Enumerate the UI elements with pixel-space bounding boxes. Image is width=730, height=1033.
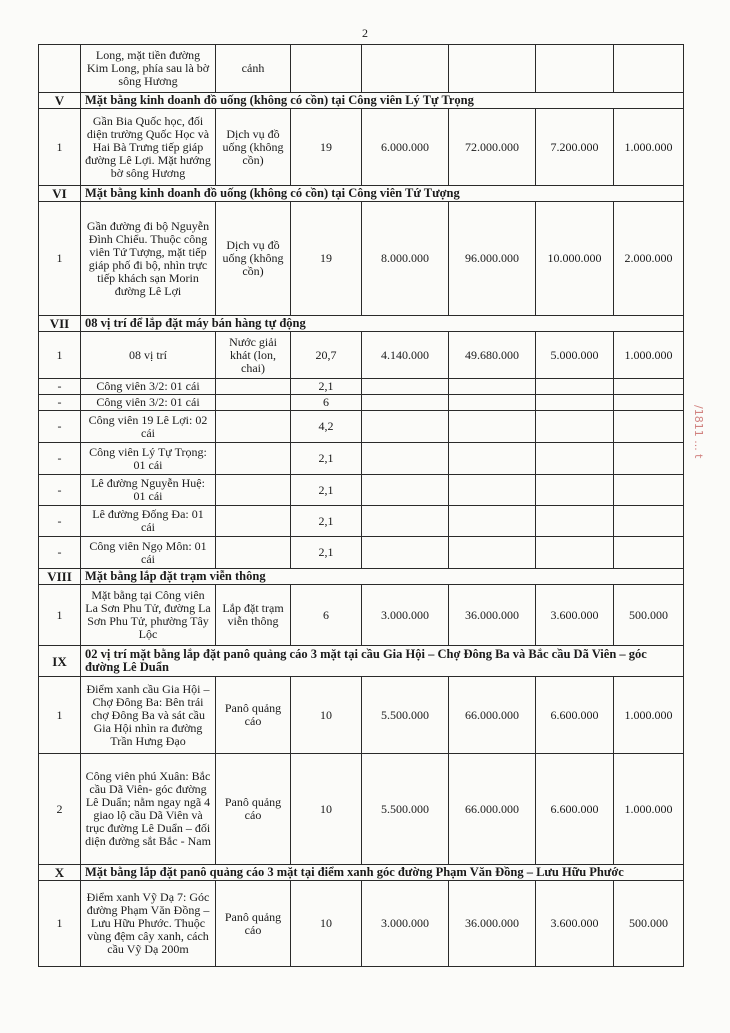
table-row: [39, 443, 684, 475]
annual-price-cell: 36.000.000: [449, 585, 536, 646]
annual-price-cell: 49.680.000: [449, 332, 536, 379]
area-cell: 2,1: [291, 379, 362, 395]
purpose-cell: [216, 379, 291, 395]
step-price-cell: [614, 475, 684, 506]
purpose-cell: cảnh: [216, 45, 291, 93]
step-price-cell: 2.000.000: [614, 202, 684, 316]
step-price-cell: 500.000: [614, 881, 684, 967]
purpose-cell: [216, 537, 291, 569]
row-number: 1: [39, 677, 81, 754]
deposit-cell: [536, 45, 614, 93]
table-row: [39, 537, 684, 569]
pricing-table: [38, 44, 684, 967]
table-row: [39, 475, 684, 506]
table-row: [39, 411, 684, 443]
deposit-cell: [536, 475, 614, 506]
annual-price-cell: 96.000.000: [449, 202, 536, 316]
annual-price-cell: [449, 506, 536, 537]
deposit-cell: [536, 506, 614, 537]
step-price-cell: 1.000.000: [614, 332, 684, 379]
purpose-cell: [216, 443, 291, 475]
purpose-cell: [216, 395, 291, 411]
table-row: [39, 506, 684, 537]
deposit-cell: 7.200.000: [536, 109, 614, 186]
location-cell: Công viên Lý Tự Trọng: 01 cái: [81, 443, 216, 475]
row-number: 1: [39, 332, 81, 379]
annual-price-cell: 72.000.000: [449, 109, 536, 186]
section-title: Mặt bằng lắp đặt panô quảng cáo 3 mặt tại điểm xanh góc đường Phạm Văn Đồng – Lưu Hữu Phước: [81, 865, 684, 881]
purpose-cell: Nước giải khát (lon, chai): [216, 332, 291, 379]
location-cell: Công viên phú Xuân: Bắc cầu Dã Viên- góc đường Lê Duẩn; nằm ngay ngã 4 giao lộ cầu Dã Viên và trục đường Lê Duẩn – đối diện đường sắt Bắc - Nam: [81, 754, 216, 865]
section-title: Mặt bằng lắp đặt trạm viễn thông: [81, 569, 684, 585]
location-cell: Điểm xanh cầu Gia Hội – Chợ Đông Ba: Bên trái chợ Đông Ba và sát cầu Gia Hội nhìn ra đường Trần Hưng Đạo: [81, 677, 216, 754]
section-title: Mặt bằng kinh doanh đồ uống (không có cồn) tại Công viên Lý Tự Trọng: [81, 93, 684, 109]
monthly-price-cell: [362, 45, 449, 93]
monthly-price-cell: 4.140.000: [362, 332, 449, 379]
area-cell: 2,1: [291, 475, 362, 506]
deposit-cell: 3.600.000: [536, 585, 614, 646]
table-row: [39, 332, 684, 379]
page-number: 2: [362, 26, 368, 40]
monthly-price-cell: [362, 443, 449, 475]
area-cell: 19: [291, 202, 362, 316]
table-row: [39, 202, 684, 316]
purpose-cell: Lắp đặt trạm viễn thông: [216, 585, 291, 646]
location-cell: Mặt bằng tại Công viên La Sơn Phu Tử, đường La Sơn Phu Tử, phường Tây Lộc: [81, 585, 216, 646]
table-row: [39, 585, 684, 646]
monthly-price-cell: 3.000.000: [362, 881, 449, 967]
deposit-cell: [536, 379, 614, 395]
area-cell: 10: [291, 677, 362, 754]
step-price-cell: 1.000.000: [614, 109, 684, 186]
location-cell: Công viên 19 Lê Lợi: 02 cái: [81, 411, 216, 443]
step-price-cell: [614, 537, 684, 569]
step-price-cell: [614, 411, 684, 443]
row-number: 1: [39, 585, 81, 646]
annual-price-cell: 66.000.000: [449, 754, 536, 865]
row-number: 1: [39, 881, 81, 967]
annual-price-cell: [449, 45, 536, 93]
section-number: X: [39, 865, 81, 881]
table-row: [39, 109, 684, 186]
area-cell: 2,1: [291, 443, 362, 475]
section-title: 08 vị trí để lắp đặt máy bán hàng tự động: [81, 316, 684, 332]
section-row: [39, 865, 684, 881]
row-number: -: [39, 537, 81, 569]
annual-price-cell: 36.000.000: [449, 881, 536, 967]
section-title: Mặt bằng kinh doanh đồ uống (không có cồn) tại Công viên Tứ Tượng: [81, 186, 684, 202]
location-cell: Công viên 3/2: 01 cái: [81, 395, 216, 411]
deposit-cell: 10.000.000: [536, 202, 614, 316]
annual-price-cell: [449, 475, 536, 506]
row-number: -: [39, 379, 81, 395]
purpose-cell: [216, 411, 291, 443]
annual-price-cell: [449, 411, 536, 443]
location-cell: Công viên Ngọ Môn: 01 cái: [81, 537, 216, 569]
row-number: 1: [39, 202, 81, 316]
location-cell: Gần Bia Quốc học, đối diện trường Quốc Học và Hai Bà Trưng tiếp giáp đường Lê Lợi. Mặt hướng bờ sông Hương: [81, 109, 216, 186]
annual-price-cell: [449, 537, 536, 569]
section-number: VII: [39, 316, 81, 332]
section-row: [39, 646, 684, 677]
deposit-cell: 5.000.000: [536, 332, 614, 379]
monthly-price-cell: [362, 537, 449, 569]
location-cell: Điểm xanh Vỹ Dạ 7: Góc đường Phạm Văn Đồng – Lưu Hữu Phước. Thuộc vùng đệm cây xanh, cách cầu Vỹ Dạ 200m: [81, 881, 216, 967]
step-price-cell: [614, 506, 684, 537]
section-row: [39, 316, 684, 332]
purpose-cell: Panô quảng cáo: [216, 881, 291, 967]
table-row: [39, 754, 684, 865]
monthly-price-cell: [362, 506, 449, 537]
purpose-cell: [216, 475, 291, 506]
monthly-price-cell: 5.500.000: [362, 754, 449, 865]
row-number: -: [39, 506, 81, 537]
step-price-cell: 500.000: [614, 585, 684, 646]
monthly-price-cell: [362, 379, 449, 395]
deposit-cell: [536, 395, 614, 411]
monthly-price-cell: 3.000.000: [362, 585, 449, 646]
section-row: [39, 93, 684, 109]
section-number: VIII: [39, 569, 81, 585]
step-price-cell: [614, 379, 684, 395]
step-price-cell: 1.000.000: [614, 677, 684, 754]
section-number: IX: [39, 646, 81, 677]
location-cell: Long, mặt tiền đường Kim Long, phía sau là bờ sông Hương: [81, 45, 216, 93]
section-row: [39, 186, 684, 202]
section-number: V: [39, 93, 81, 109]
monthly-price-cell: 5.500.000: [362, 677, 449, 754]
monthly-price-cell: [362, 411, 449, 443]
deposit-cell: 3.600.000: [536, 881, 614, 967]
area-cell: [291, 45, 362, 93]
purpose-cell: Panô quảng cáo: [216, 677, 291, 754]
purpose-cell: [216, 506, 291, 537]
area-cell: 2,1: [291, 537, 362, 569]
location-cell: Lê đường Nguyễn Huệ: 01 cái: [81, 475, 216, 506]
deposit-cell: [536, 537, 614, 569]
row-number: -: [39, 411, 81, 443]
area-cell: 6: [291, 395, 362, 411]
purpose-cell: Panô quảng cáo: [216, 754, 291, 865]
step-price-cell: [614, 45, 684, 93]
step-price-cell: [614, 443, 684, 475]
area-cell: 19: [291, 109, 362, 186]
annual-price-cell: [449, 395, 536, 411]
row-number: 1: [39, 109, 81, 186]
monthly-price-cell: [362, 475, 449, 506]
annual-price-cell: [449, 379, 536, 395]
annual-price-cell: [449, 443, 536, 475]
row-number: -: [39, 395, 81, 411]
deposit-cell: [536, 443, 614, 475]
area-cell: 20,7: [291, 332, 362, 379]
monthly-price-cell: 8.000.000: [362, 202, 449, 316]
area-cell: 2,1: [291, 506, 362, 537]
row-number: 2: [39, 754, 81, 865]
table-row: [39, 881, 684, 967]
annual-price-cell: 66.000.000: [449, 677, 536, 754]
purpose-cell: Dịch vụ đồ uống (không cồn): [216, 109, 291, 186]
deposit-cell: 6.600.000: [536, 754, 614, 865]
deposit-cell: 6.600.000: [536, 677, 614, 754]
location-cell: Lê đường Đống Đa: 01 cái: [81, 506, 216, 537]
step-price-cell: [614, 395, 684, 411]
section-title: 02 vị trí mặt bằng lắp đặt panô quảng cáo 3 mặt tại cầu Gia Hội – Chợ Đông Ba và Bắc cầu Dã Viên – góc đường Lê Duẩn: [81, 646, 684, 677]
area-cell: 4,2: [291, 411, 362, 443]
row-number: -: [39, 475, 81, 506]
purpose-cell: Dịch vụ đồ uống (không cồn): [216, 202, 291, 316]
section-number: VI: [39, 186, 81, 202]
section-row: [39, 569, 684, 585]
table-row: [39, 45, 684, 93]
area-cell: 10: [291, 881, 362, 967]
monthly-price-cell: [362, 395, 449, 411]
area-cell: 10: [291, 754, 362, 865]
location-cell: Gần đường đi bộ Nguyễn Đình Chiểu. Thuộc công viên Tứ Tượng, mặt tiếp giáp phố đi bộ, nhìn trực tiếp khách sạn Morin đường Lê Lợi: [81, 202, 216, 316]
monthly-price-cell: 6.000.000: [362, 109, 449, 186]
step-price-cell: 1.000.000: [614, 754, 684, 865]
handwritten-margin-note: /1811 ... t: [692, 405, 705, 459]
row-number: -: [39, 443, 81, 475]
table-row: [39, 395, 684, 411]
row-number: [39, 45, 81, 93]
deposit-cell: [536, 411, 614, 443]
area-cell: 6: [291, 585, 362, 646]
table-row: [39, 379, 684, 395]
table-row: [39, 677, 684, 754]
location-cell: Công viên 3/2: 01 cái: [81, 379, 216, 395]
location-cell: 08 vị trí: [81, 332, 216, 379]
